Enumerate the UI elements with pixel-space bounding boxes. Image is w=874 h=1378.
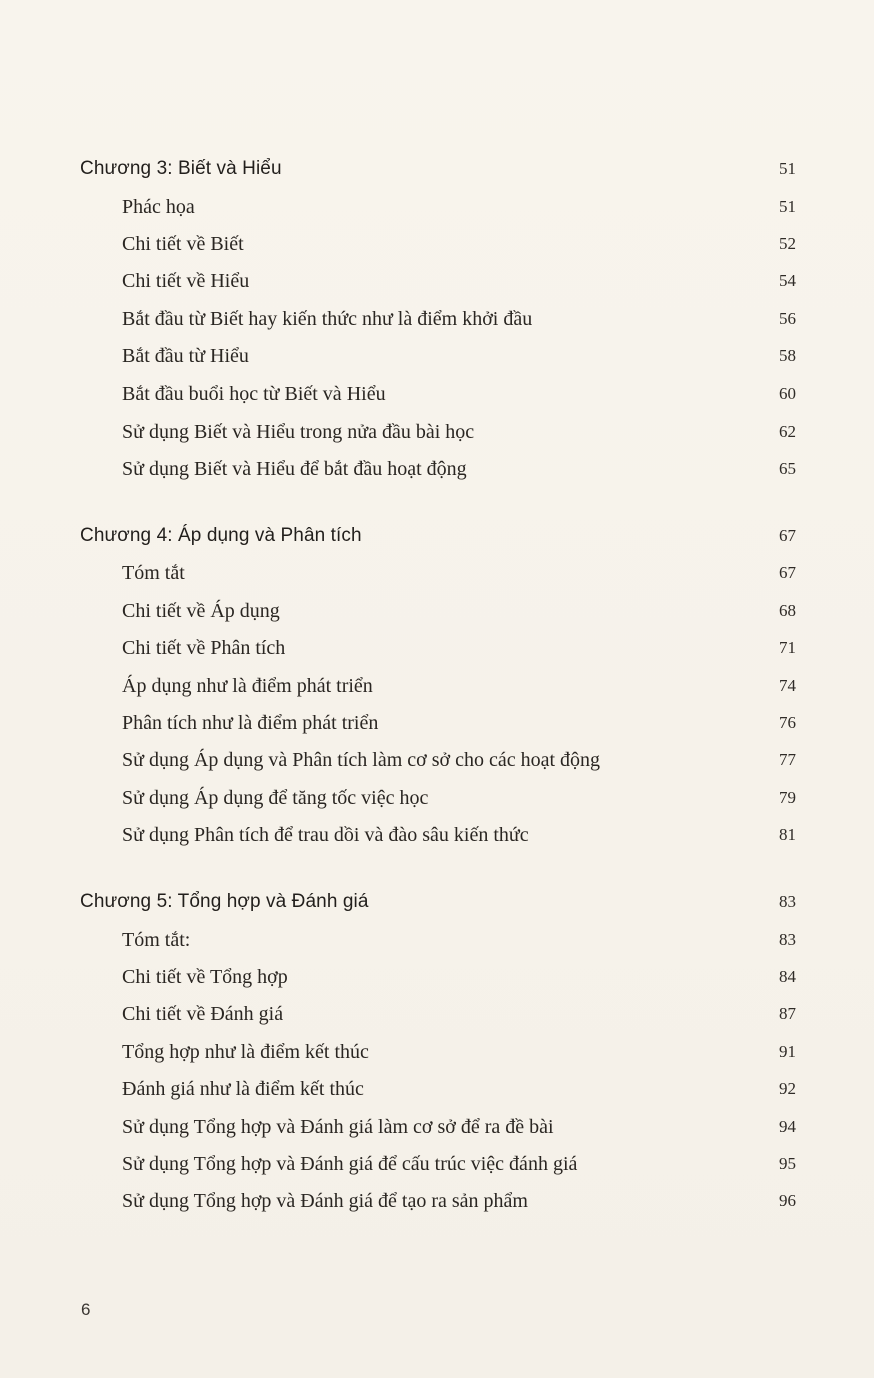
entry-page-number: 54 bbox=[779, 271, 796, 290]
entry-page-number: 81 bbox=[779, 825, 796, 844]
entry-title: Sử dụng Biết và Hiểu trong nửa đầu bài học bbox=[122, 421, 475, 443]
toc-chapter-heading bbox=[0, 887, 874, 917]
entry-title: Sử dụng Phân tích để trau dồi và đào sâu kiến thức bbox=[122, 824, 529, 846]
entry-title: Đánh giá như là điểm kết thúc bbox=[122, 1078, 364, 1100]
page-number: 6 bbox=[81, 1300, 91, 1319]
chapter-title: Chương 4: Áp dụng và Phân tích bbox=[80, 525, 362, 546]
toc-entry bbox=[0, 1074, 874, 1104]
entry-title: Bắt đầu buổi học từ Biết và Hiểu bbox=[122, 383, 386, 405]
entry-page-number: 56 bbox=[779, 309, 796, 328]
entry-page-number: 52 bbox=[779, 234, 796, 253]
toc-entry bbox=[0, 304, 874, 334]
chapter-page-number: 83 bbox=[779, 892, 796, 911]
entry-page-number: 62 bbox=[779, 422, 796, 441]
chapter-page-number: 51 bbox=[779, 159, 796, 178]
toc-entry bbox=[0, 379, 874, 409]
entry-title: Sử dụng Tổng hợp và Đánh giá để tạo ra sản phẩm bbox=[122, 1190, 528, 1212]
toc-chapter-heading bbox=[0, 521, 874, 551]
chapter-title: Chương 5: Tổng hợp và Đánh giá bbox=[80, 891, 369, 912]
entry-title: Chi tiết về Tổng hợp bbox=[122, 966, 288, 988]
toc-entry bbox=[0, 962, 874, 992]
toc-entry bbox=[0, 1186, 874, 1216]
entry-page-number: 77 bbox=[779, 750, 796, 769]
entry-title: Bắt đầu từ Biết hay kiến thức như là điểm khởi đầu bbox=[122, 308, 533, 330]
entry-page-number: 58 bbox=[779, 346, 796, 365]
toc-entry bbox=[0, 708, 874, 738]
entry-title: Phác họa bbox=[122, 196, 195, 218]
entry-title: Chi tiết về Áp dụng bbox=[122, 600, 280, 622]
entry-page-number: 65 bbox=[779, 459, 796, 478]
entry-title: Phân tích như là điểm phát triển bbox=[122, 712, 379, 734]
entry-title: Chi tiết về Biết bbox=[122, 233, 244, 255]
toc-entry bbox=[0, 671, 874, 701]
entry-title: Sử dụng Biết và Hiểu để bắt đầu hoạt động bbox=[122, 458, 467, 480]
entry-page-number: 68 bbox=[779, 601, 796, 620]
entry-title: Tóm tắt: bbox=[122, 929, 191, 951]
entry-page-number: 84 bbox=[779, 967, 796, 986]
entry-title: Chi tiết về Phân tích bbox=[122, 637, 286, 659]
chapter-page-number: 67 bbox=[779, 526, 796, 545]
entry-page-number: 95 bbox=[779, 1154, 796, 1173]
entry-page-number: 87 bbox=[779, 1004, 796, 1023]
entry-title: Chi tiết về Hiểu bbox=[122, 270, 250, 292]
entry-page-number: 51 bbox=[779, 197, 796, 216]
entry-title: Chi tiết về Đánh giá bbox=[122, 1003, 284, 1025]
entry-page-number: 96 bbox=[779, 1191, 796, 1210]
toc-entry bbox=[0, 558, 874, 588]
toc-entry bbox=[0, 596, 874, 626]
entry-page-number: 94 bbox=[779, 1117, 796, 1136]
entry-page-number: 76 bbox=[779, 713, 796, 732]
entry-page-number: 74 bbox=[779, 676, 796, 695]
toc-entry bbox=[0, 1112, 874, 1142]
entry-title: Sử dụng Tổng hợp và Đánh giá làm cơ sở để ra đề bài bbox=[122, 1116, 554, 1138]
entry-title: Bắt đầu từ Hiểu bbox=[122, 345, 249, 367]
toc-entry bbox=[0, 454, 874, 484]
entry-page-number: 79 bbox=[779, 788, 796, 807]
chapter-title: Chương 3: Biết và Hiểu bbox=[80, 158, 282, 179]
entry-title: Tóm tắt bbox=[122, 562, 185, 584]
entry-page-number: 67 bbox=[779, 563, 796, 582]
entry-title: Sử dụng Áp dụng và Phân tích làm cơ sở cho các hoạt động bbox=[122, 749, 601, 771]
toc-entry bbox=[0, 820, 874, 850]
toc-entry bbox=[0, 1149, 874, 1179]
toc-entry bbox=[0, 1037, 874, 1067]
toc-entry bbox=[0, 417, 874, 447]
toc-entry bbox=[0, 229, 874, 259]
entry-page-number: 91 bbox=[779, 1042, 796, 1061]
entry-title: Sử dụng Áp dụng để tăng tốc việc học bbox=[122, 787, 429, 809]
entry-title: Tổng hợp như là điểm kết thúc bbox=[122, 1041, 369, 1063]
toc-entry bbox=[0, 266, 874, 296]
toc-entry bbox=[0, 999, 874, 1029]
toc-chapter-heading bbox=[0, 154, 874, 184]
entry-title: Sử dụng Tổng hợp và Đánh giá để cấu trúc việc đánh giá bbox=[122, 1153, 578, 1175]
entry-page-number: 60 bbox=[779, 384, 796, 403]
toc-entry bbox=[0, 341, 874, 371]
entry-page-number: 71 bbox=[779, 638, 796, 657]
entry-title: Áp dụng như là điểm phát triển bbox=[122, 675, 373, 697]
entry-page-number: 92 bbox=[779, 1079, 796, 1098]
toc-entry bbox=[0, 633, 874, 663]
toc-entry bbox=[0, 783, 874, 813]
toc-entry bbox=[0, 925, 874, 955]
entry-page-number: 83 bbox=[779, 930, 796, 949]
toc-entry bbox=[0, 745, 874, 775]
toc-entry bbox=[0, 192, 874, 222]
